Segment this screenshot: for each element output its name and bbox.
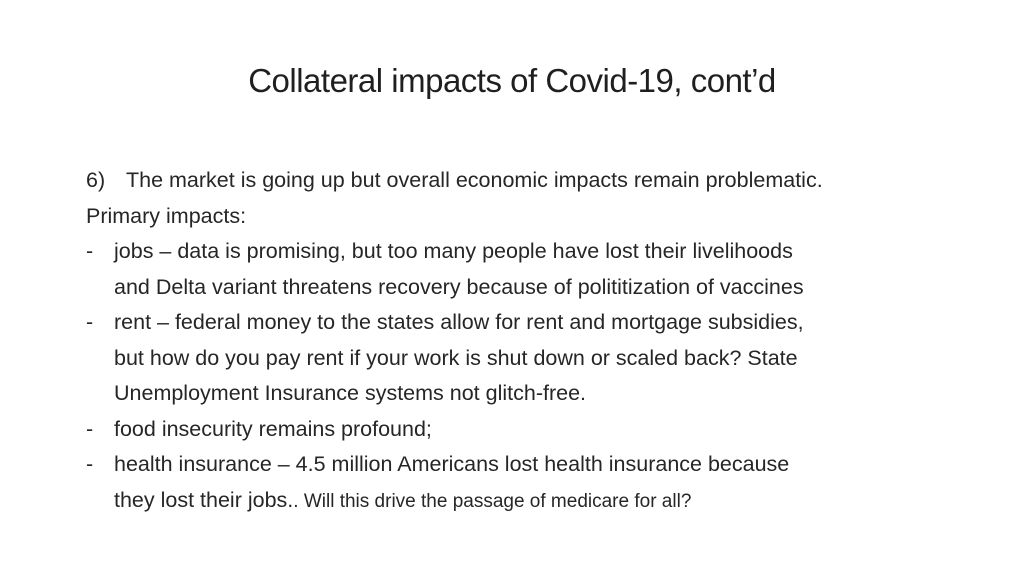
bullet-health-insurance (86, 447, 966, 519)
bullet-line: jobs – data is promising, but too many people have lost their livelihoods (114, 239, 793, 263)
point-number: 6) (86, 168, 106, 192)
bullet-line: and Delta variant threatens recovery because of polititization of vaccines (114, 274, 804, 299)
bullet-line-last (114, 483, 966, 520)
numbered-point (86, 163, 966, 199)
bullet-line: food insecurity remains profound; (114, 416, 432, 441)
subheading: Primary impacts: (86, 203, 247, 228)
bullet-dash: - (86, 239, 94, 263)
point-text: The market is going up but overall economic impacts remain problematic. (126, 168, 823, 192)
bullet-line-main: they lost their jobs. (114, 487, 294, 512)
bullet-dash: - (86, 452, 94, 476)
bullet-line: rent – federal money to the states allow for rent and mortgage subsidies, (114, 310, 804, 334)
bullet-dash: - (86, 310, 94, 334)
bullet-rent (86, 305, 966, 412)
bullet-food (86, 412, 966, 448)
bullet-line: health insurance – 4.5 million Americans lost health insurance because (114, 452, 790, 476)
slide-title: Collateral impacts of Covid-19, cont’d (248, 62, 776, 99)
bullet-line-small: . Will this drive the passage of medicare for all? (293, 490, 692, 512)
bullet-dash: - (86, 416, 94, 441)
bullet-line: Unemployment Insurance systems not glitch-free. (114, 381, 587, 405)
bullet-line: but how do you pay rent if your work is shut down or scaled back? State (114, 345, 798, 370)
bullet-jobs (86, 234, 966, 305)
slide-body (86, 163, 966, 519)
